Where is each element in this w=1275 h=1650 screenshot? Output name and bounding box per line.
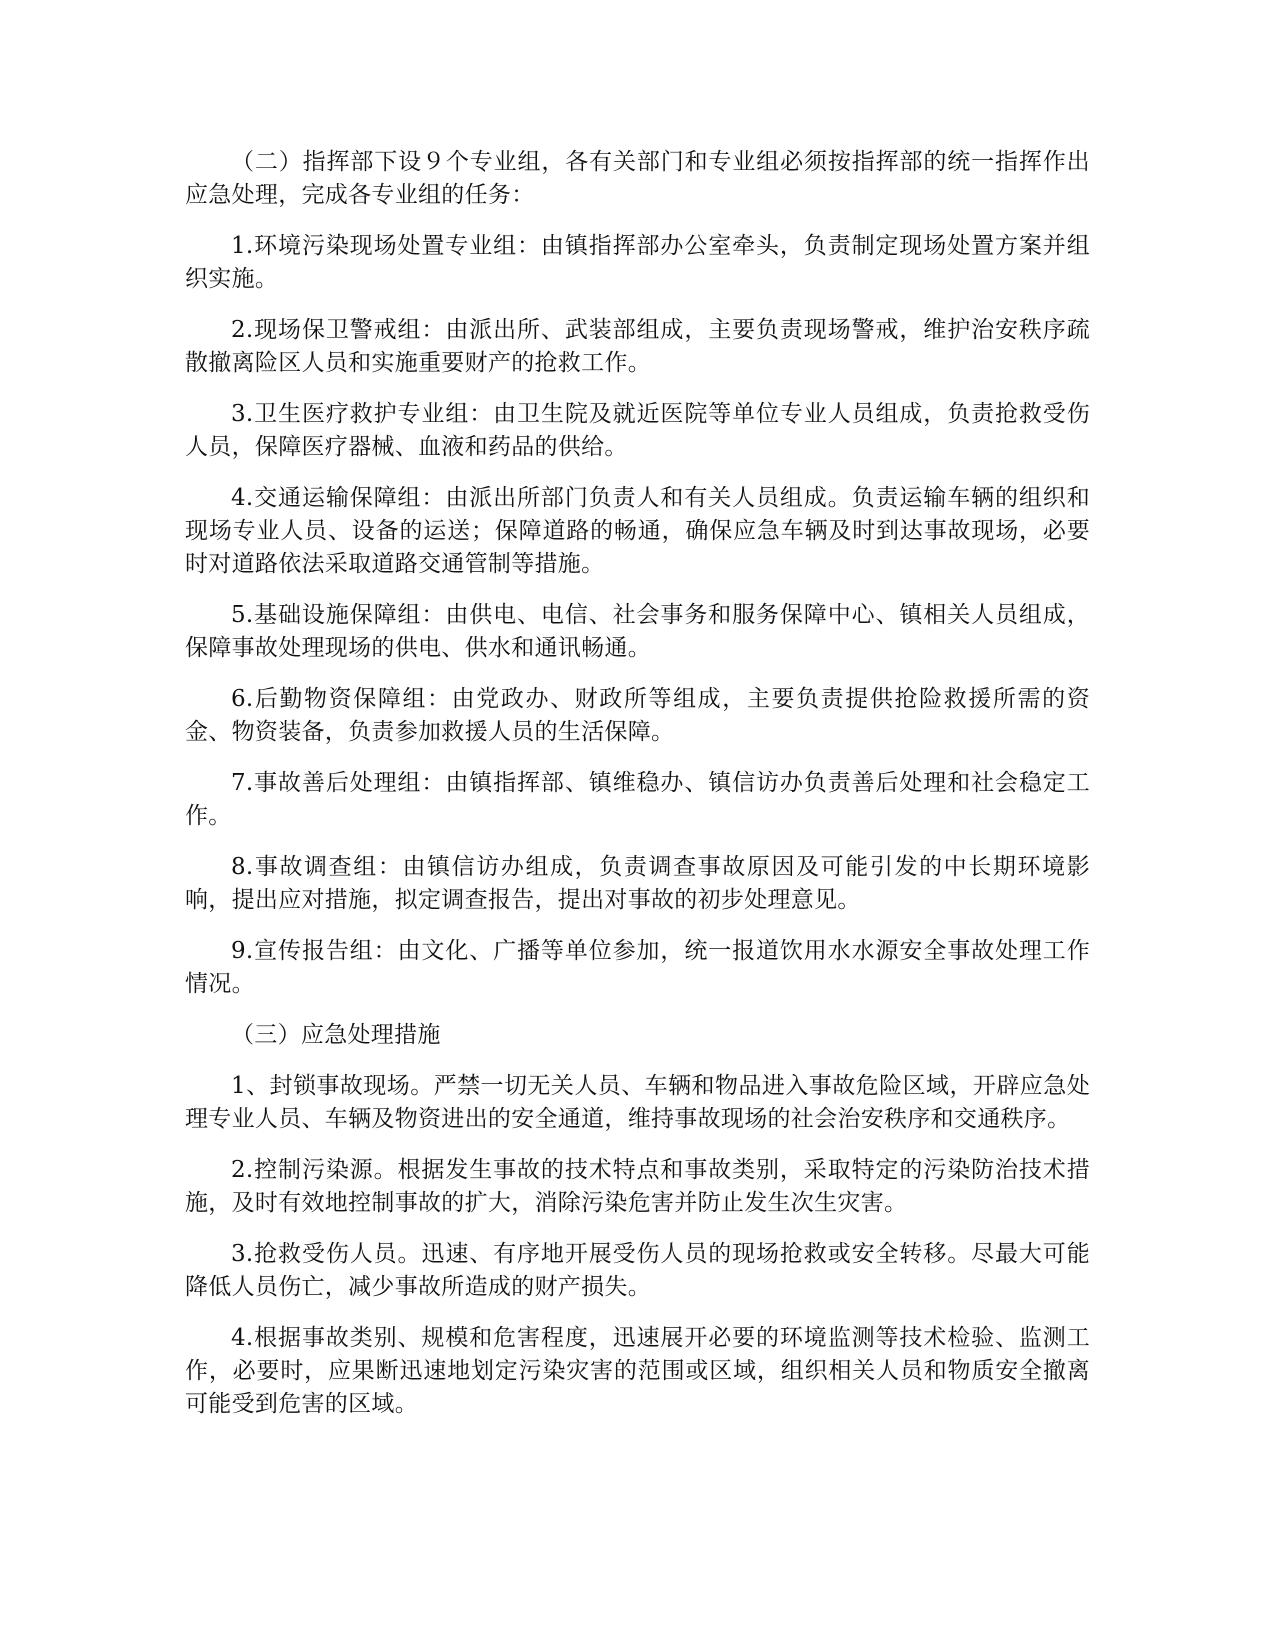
paragraph-measure-3: 3.抢救受伤人员。迅速、有序地开展受伤人员的现场抢救或安全转移。尽最大可能降低人员伤亡，减少事故所造成的财产损失。	[185, 1241, 1090, 1300]
paragraph-group-6: 6.后勤物资保障组：由党政办、财政所等组成，主要负责提供抢险救援所需的资金、物资装备，负责参加救援人员的生活保障。	[185, 686, 1090, 745]
paragraph-group-1: 1.环境污染现场处置专业组：由镇指挥部办公室牵头，负责制定现场处置方案并组织实施。	[185, 233, 1090, 292]
paragraph-group-7: 7.事故善后处理组：由镇指挥部、镇维稳办、镇信访办负责善后处理和社会稳定工作。	[185, 770, 1090, 829]
paragraph-measure-2: 2.控制污染源。根据发生事故的技术特点和事故类别，采取特定的污染防治技术措施，及时有效地控制事故的扩大，消除污染危害并防止发生次生灾害。	[185, 1157, 1090, 1216]
document-body	[185, 146, 1090, 1439]
paragraph-group-5: 5.基础设施保障组：由供电、电信、社会事务和服务保障中心、镇相关人员组成，保障事故处理现场的供电、供水和通讯畅通。	[185, 602, 1090, 661]
paragraph-command-groups-intro: （二）指挥部下设９个专业组，各有关部门和专业组必须按指挥部的统一指挥作出应急处理，完成各专业组的任务：	[185, 149, 1090, 208]
paragraph-group-8: 8.事故调查组：由镇信访办组成，负责调查事故原因及可能引发的中长期环境影响，提出应对措施，拟定调查报告，提出对事故的初步处理意见。	[185, 854, 1090, 913]
paragraph-measure-4: 4.根据事故类别、规模和危害程度，迅速展开必要的环境监测等技术检验、监测工作，必要时，应果断迅速地划定污染灾害的范围或区域，组织相关人员和物质安全撤离可能受到危害的区域。	[185, 1325, 1090, 1417]
paragraph-group-2: 2.现场保卫警戒组：由派出所、武装部组成，主要负责现场警戒，维护治安秩序疏散撤离险区人员和实施重要财产的抢救工作。	[185, 317, 1090, 376]
paragraph-group-4: 4.交通运输保障组：由派出所部门负责人和有关人员组成。负责运输车辆的组织和现场专业人员、设备的运送；保障道路的畅通，确保应急车辆及时到达事故现场，必要时对道路依法采取道路交通管制等措施。	[185, 485, 1090, 577]
section-heading-measures: （三）应急处理措施	[231, 1022, 441, 1048]
paragraph-measure-1: 1、封锁事故现场。严禁一切无关人员、车辆和物品进入事故危险区域，开辟应急处理专业人员、车辆及物资进出的安全通道，维持事故现场的社会治安秩序和交通秩序。	[185, 1073, 1090, 1132]
paragraph-group-9: 9.宣传报告组：由文化、广播等单位参加，统一报道饮用水水源安全事故处理工作情况。	[185, 938, 1090, 997]
paragraph-group-3: 3.卫生医疗救护专业组：由卫生院及就近医院等单位专业人员组成，负责抢救受伤人员，保障医疗器械、血液和药品的供给。	[185, 401, 1090, 460]
